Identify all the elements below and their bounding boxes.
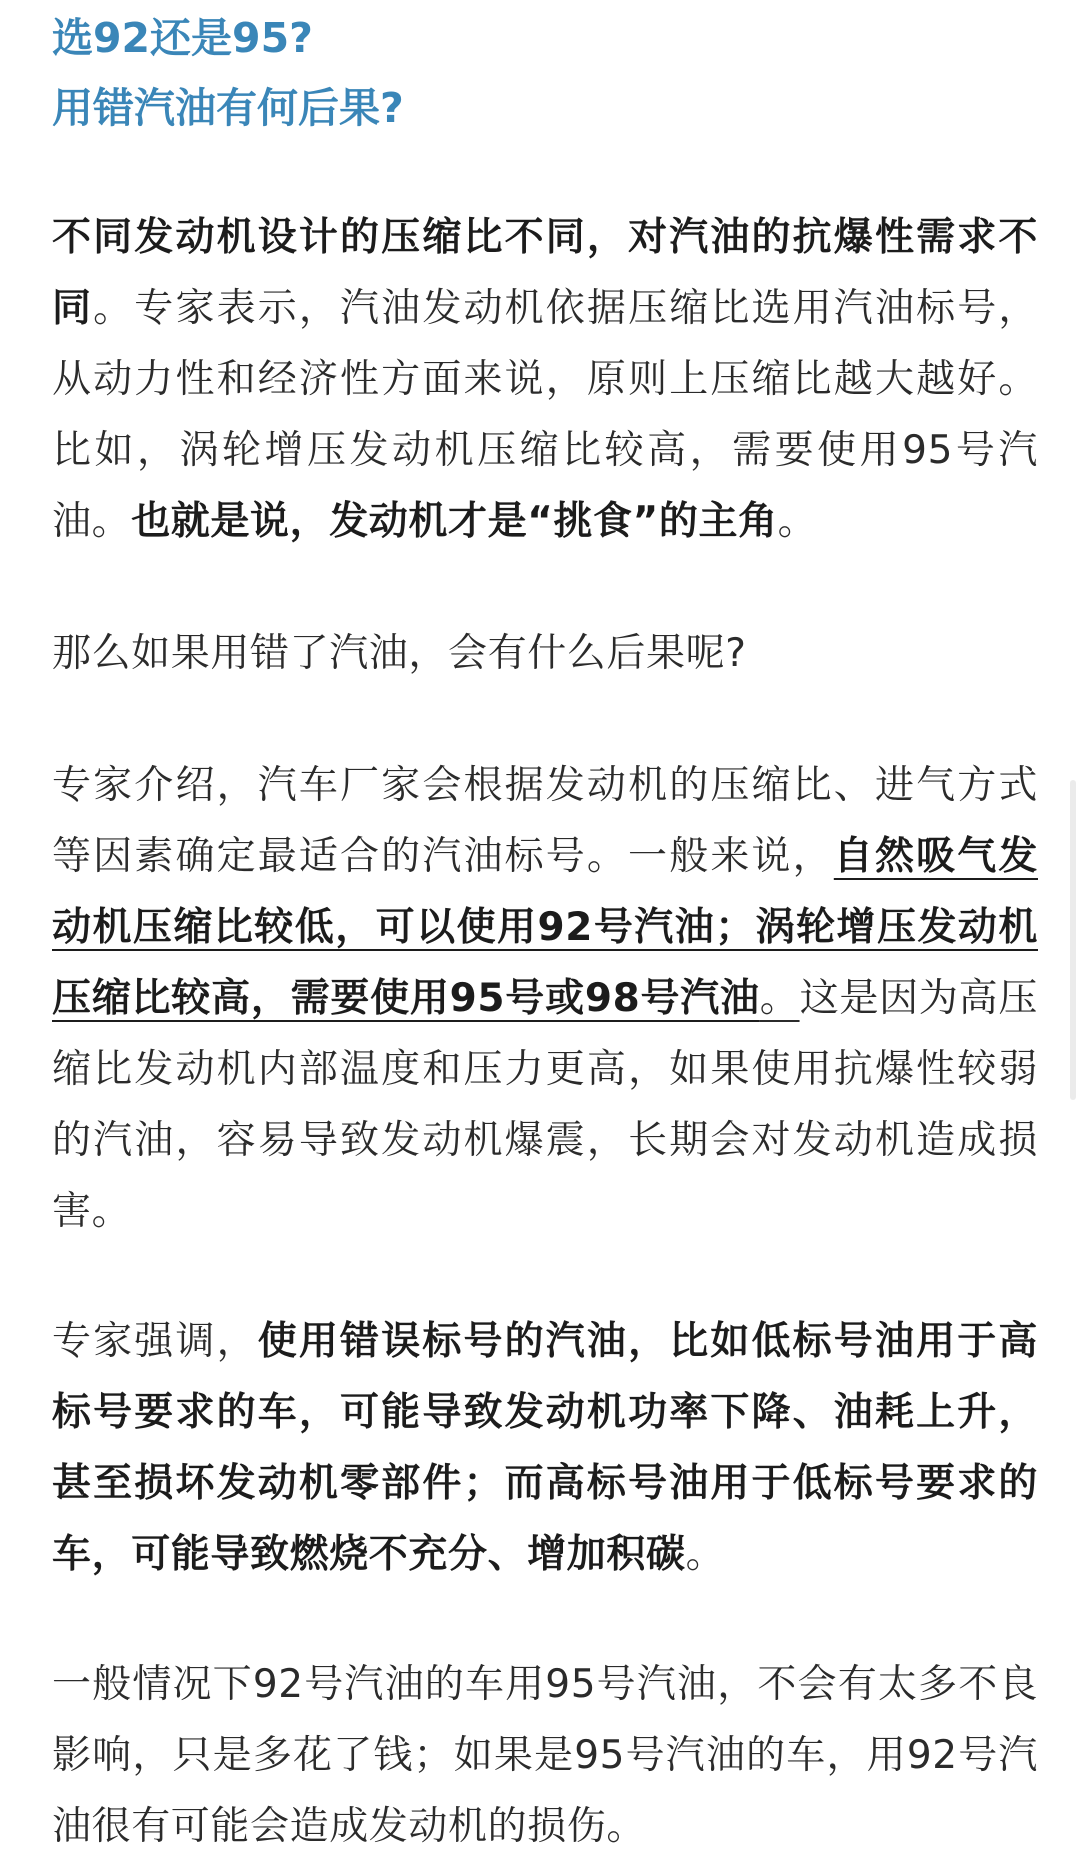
paragraph-expert-emphasis [52, 1306, 1038, 1590]
paragraph-expert-intro [52, 750, 1038, 1247]
paragraph-text: 。专家表示，汽油发动机依据压缩比选用汽油标号，从动力性和经济性方面来说，原则上压缩比越大越好。比如，涡轮增压发动机压缩比较高，需要使用95号汽油。 [52, 286, 1038, 544]
section-heading-line-2: 用错汽油有何后果? [52, 84, 404, 132]
paragraph-general-case [52, 1649, 1038, 1862]
section-heading [52, 3, 1038, 143]
scrollbar[interactable] [1070, 780, 1076, 1100]
paragraph-compression-ratio [52, 202, 1038, 557]
paragraph-text: 。 [777, 499, 818, 544]
paragraph-text: 专家介绍，汽车厂家会根据发动机的压缩比、进气方式等因素确定最适合的汽油标号。一般来说， [52, 763, 1038, 879]
emphasis-fuel-grade-rule: 自然吸气发动机压缩比较低，可以使用92号汽油；涡轮增压发动机压缩比较高，需要使用95号或98号汽油 [52, 834, 1038, 1021]
paragraph-text: 一般情况下92号汽油的车用95号汽油，不会有太多不良影响，只是多花了钱；如果是95号汽油的车，用92号汽油很有可能会造成发动机的损伤。 [52, 1662, 1038, 1849]
underlined-period: 。 [759, 976, 800, 1021]
emphasis-compression-ratio: 不同发动机设计的压缩比不同，对汽油的抗爆性需求不同 [52, 215, 1038, 331]
paragraph-question [52, 618, 1038, 689]
paragraph-text: 专家强调， [52, 1319, 258, 1364]
section-heading-line-1: 选92还是95? [52, 14, 313, 62]
paragraph-text: 这是因为高压缩比发动机内部温度和压力更高，如果使用抗爆性较弱的汽油，容易导致发动机爆震，长期会对发动机造成损害。 [52, 976, 1038, 1234]
paragraph-text: 。 [685, 1532, 726, 1577]
article-body [52, 0, 1038, 1862]
emphasis-engine-picky: 也就是说，发动机才是“挑食”的主角 [131, 499, 778, 544]
emphasis-wrong-grade-consequences: 使用错误标号的汽油，比如低标号油用于高标号要求的车，可能导致发动机功率下降、油耗上升，甚至损坏发动机零部件；而高标号油用于低标号要求的车，可能导致燃烧不充分、增加积碳 [52, 1319, 1038, 1577]
paragraph-text: 那么如果用错了汽油，会有什么后果呢? [52, 631, 747, 676]
